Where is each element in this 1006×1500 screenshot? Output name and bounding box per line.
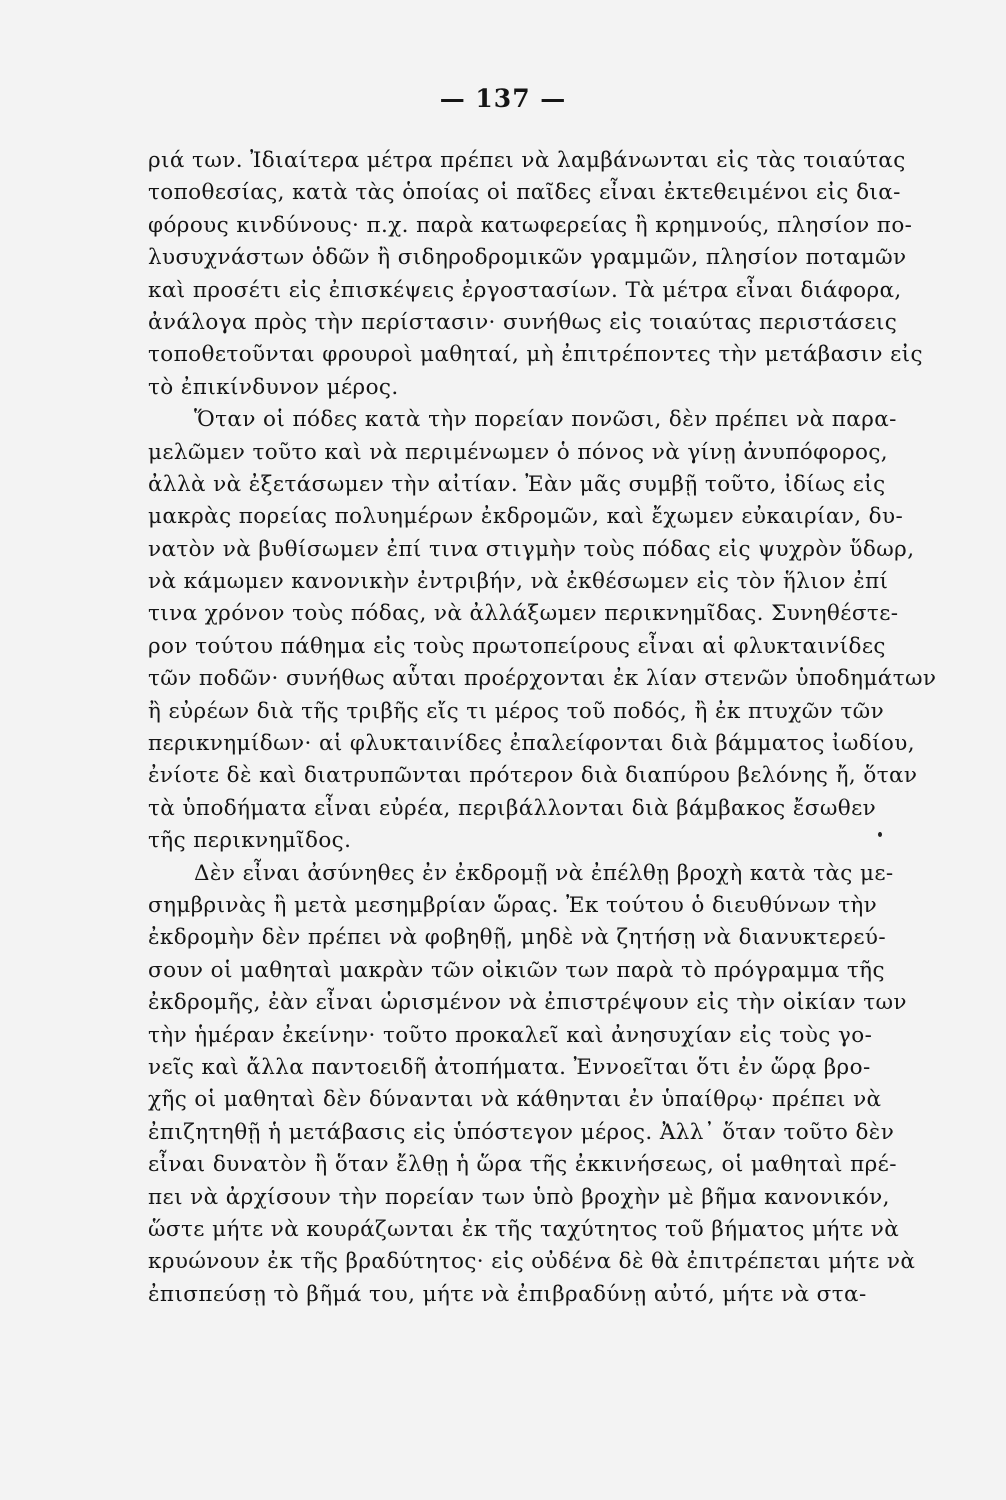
paragraph-end-line: τῆς περικνημῖδος. [148,828,352,854]
text-line: ἐνίοτε δὲ καὶ διατρυπῶνται πρότερον διὰ διαπύρου βελόνης ἤ, ὅταν [148,763,918,789]
text-line: τὴν ἡμέραν ἐκείνην· τοῦτο προκαλεῖ καὶ ἀνησυχίαν εἰς τοὺς γο- [148,1022,873,1048]
text-line: μακρὰς πορείας πολυημέρων ἐκδρομῶν, καὶ ἔχωμεν εὐκαιρίαν, δυ- [148,504,904,530]
text-line: τινα χρόνον τοὺς πόδας, νὰ ἀλλάξωμεν περικνημῖδας. Συνηθέστε- [148,601,899,627]
text-line: ἀλλὰ νὰ ἐξετάσωμεν τὴν αἰτίαν. Ἐὰν μᾶς συμβῇ τοῦτο, ἰδίως εἰς [148,471,886,497]
text-line: τοποθετοῦνται φρουροὶ μαθηταί, μὴ ἐπιτρέποντες τὴν μετάβασιν εἰς [148,342,923,368]
text-line: σουν οἱ μαθηταὶ μακρὰν τῶν οἰκιῶν των παρὰ τὸ πρόγραμμα τῆς [148,957,885,983]
text-line: ἐκδρομὴν δὲν πρέπει νὰ φοβηθῇ, μηδὲ νὰ ζητήσῃ νὰ διανυκτερεύ- [148,925,887,951]
ink-speck [878,832,882,837]
text-line: τὰ ὑποδήματα εἶναι εὐρέα, περιβάλλονται διὰ βάμβακος ἔσωθεν [148,795,877,821]
text-line: ἢ εὐρέων διὰ τῆς τριβῆς εἴς τι μέρος τοῦ ποδός, ἢ ἐκ πτυχῶν τῶν [148,698,885,724]
paragraph-start-line: Ὅταν οἱ πόδες κατὰ τὴν πορείαν πονῶσι, δὲν πρέπει νὰ παρα- [194,407,897,433]
text-line: ρον τούτου πάθημα εἰς τοὺς πρωτοπείρους εἶναι αἱ φλυκταινίδες [148,633,886,659]
text-line: καὶ προσέτι εἰς ἐπισκέψεις ἐργοστασίων. Τὰ μέτρα εἶναι διάφορα, [148,277,902,303]
text-line: μελῶμεν τοῦτο καὶ νὰ περιμένωμεν ὁ πόνος νὰ γίνῃ ἀνυπόφορος, [148,439,888,465]
text-line: λυσυχνάστων ὁδῶν ἢ σιδηροδρομικῶν γραμμῶν, πλησίον ποταμῶν [148,245,907,271]
text-line: τῶν ποδῶν· συνήθως αὗται προέρχονται ἐκ λίαν στενῶν ὑποδημάτων [148,666,937,692]
text-line: ἐπιζητηθῇ ἡ μετάβασις εἰς ὑπόστεγον μέρος. Ἀλλ᾽ ὅταν τοῦτο δὲν [148,1119,895,1145]
text-line: νὰ κάμωμεν κανονικὴν ἐντριβήν, νὰ ἐκθέσωμεν εἰς τὸν ἥλιον ἐπί [148,569,889,595]
text-line: νατὸν νὰ βυθίσωμεν ἐπί τινα στιγμὴν τοὺς πόδας εἰς ψυχρὸν ὕδωρ, [148,536,915,562]
text-line: ἀνάλογα πρὸς τὴν περίστασιν· συνήθως εἰς τοιαύτας περιστάσεις [148,309,898,335]
text-line: φόρους κινδύνους· π.χ. παρὰ κατωφερείας ἢ κρημνούς, πλησίον πο- [148,212,913,238]
body-text [148,145,937,1311]
text-line: εἶναι δυνατὸν ἢ ὅταν ἔλθῃ ἡ ὥρα τῆς ἐκκινήσεως, οἱ μαθηταὶ πρέ- [148,1152,897,1178]
page-number: — 137 — [439,84,567,113]
text-line: ἐκδρομῆς, ἐὰν εἶναι ὡρισμένον νὰ ἐπιστρέψουν εἰς τὴν οἰκίαν των [148,990,907,1016]
text-line: σημβρινὰς ἢ μετὰ μεσημβρίαν ὥρας. Ἐκ τούτου ὁ διευθύνων τὴν [148,892,878,918]
text-line: πει νὰ ἀρχίσουν τὴν πορείαν των ὑπὸ βροχὴν μὲ βῆμα κανονικόν, [148,1184,890,1210]
text-line: ἐπισπεύσῃ τὸ βῆμά του, μήτε νὰ ἐπιβραδύνῃ αὐτό, μήτε νὰ στα- [148,1281,867,1307]
text-line: ὥστε μήτε νὰ κουράζωνται ἐκ τῆς ταχύτητος τοῦ βήματος μήτε νὰ [148,1216,900,1242]
text-line: κρυώνουν ἐκ τῆς βραδύτητος· εἰς οὐδένα δὲ θὰ ἐπιτρέπεται μήτε νὰ [148,1249,916,1275]
text-line: περικνημίδων· αἱ φλυκταινίδες ἐπαλείφονται διὰ βάμματος ἰωδίου, [148,731,915,757]
text-line: νεῖς καὶ ἄλλα παντοειδῆ ἀτοπήματα. Ἐννοεῖται ὅτι ἐν ὥρᾳ βρο- [148,1054,871,1080]
text-line: ριά των. Ἰδιαίτερα μέτρα πρέπει νὰ λαμβάνωνται εἰς τὰς τοιαύτας [148,148,906,173]
text-line: τοποθεσίας, κατὰ τὰς ὁποίας οἱ παῖδες εἶναι ἐκτεθειμένοι εἰς δια- [148,180,901,206]
paragraph-start-line: Δὲν εἶναι ἀσύνηθες ἐν ἐκδρομῇ νὰ ἐπέλθῃ βροχὴ κατὰ τὰς με- [194,860,894,886]
text-line: χῆς οἱ μαθηταὶ δὲν δύνανται νὰ κάθηνται ἐν ὑπαίθρῳ· πρέπει νὰ [148,1087,882,1113]
paragraph-end-line: τὸ ἐπικίνδυνον μέρος. [148,374,399,400]
